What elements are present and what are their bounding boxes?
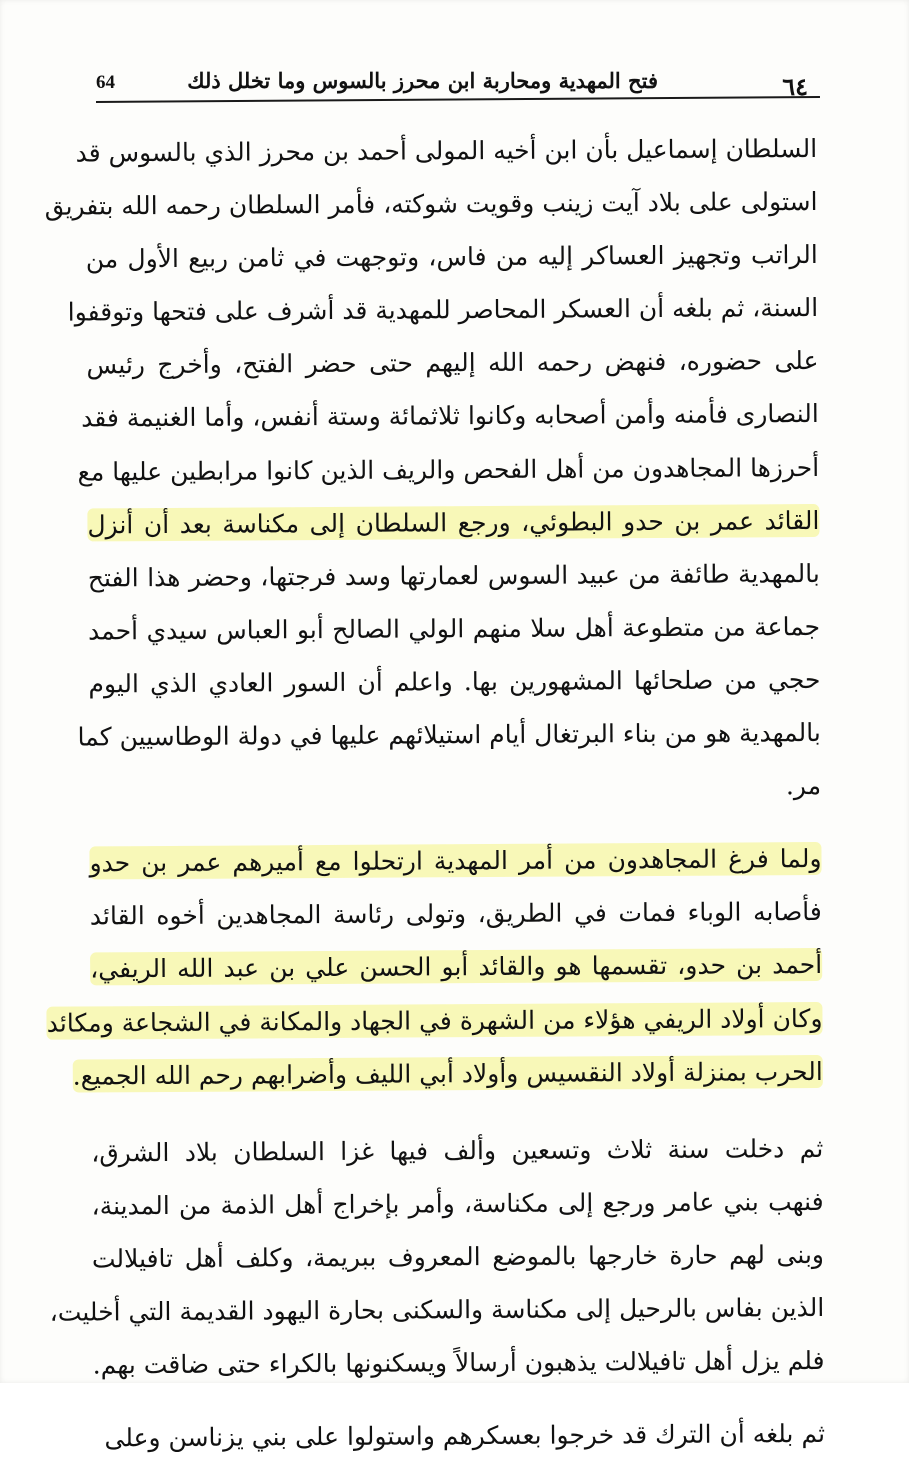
text-line: مر. bbox=[785, 771, 822, 801]
highlight-mark: القائد عمر بن حدو البطوئي، ورجع السلطان إلى مكناسة بعد أن أنزل bbox=[87, 505, 820, 540]
highlight-mark: الحرب بمنزلة أولاد النقسيس وأولاد أبي الليف وأضرابهم رحم الله الجميع. bbox=[72, 1056, 823, 1091]
page-header bbox=[96, 66, 808, 100]
text-line: أحرزها المجاهدون من أهل الفحص والريف الذين كانوا مرابطين عليها مع bbox=[77, 452, 820, 487]
page-number-arabic: ٦٤ bbox=[782, 72, 808, 101]
text-line: جماعة من متطوعة أهل سلا منهم الولي الصالح أبو العباس سيدي أحمد bbox=[88, 611, 821, 646]
highlight-mark: وكان أولاد الريفي هؤلاء من الشهرة في الجهاد والمكانة في الشجاعة ومكائد bbox=[46, 1003, 823, 1038]
text-line: الراتب وتجهيز العساكر إليه من فاس، وتوجهت في ثامن ربيع الأول من bbox=[85, 240, 818, 274]
text-line: فلم يزل أهل تافيلالت يذهبون أرسالاً ويسكنونها بالكراء حتى ضاقت بهم. bbox=[92, 1346, 825, 1380]
text-line-highlighted bbox=[72, 1045, 823, 1103]
text-line: السنة، ثم بلغه أن العسكر المحاصر للمهدية قد أشرف على فتحها وتوقفوا bbox=[67, 293, 819, 327]
text-line-highlighted bbox=[89, 832, 821, 890]
body-text bbox=[44, 122, 826, 1465]
paragraph-4 bbox=[93, 1407, 825, 1465]
page-number-latin: 64 bbox=[96, 72, 115, 93]
paragraph-2 bbox=[46, 832, 823, 1102]
text-line: بالمهدية هو من بناء البرتغال أيام استيلائهم عليها في دولة الوطاسيين كما bbox=[77, 718, 821, 752]
text-line: النصارى فأمنه وأمن أصحابه وكانوا ثلاثمائة وستة أنفس، وأما الغنيمة فقد bbox=[81, 399, 819, 433]
text-line: فأصابه الوباء فمات في الطريق، وتولى رئاسة المجاهدين أخوه القائد bbox=[89, 897, 822, 931]
text-line: بالمهدية طائفة من عبيد السوس لعمارتها وسد فرجتها، وحضر هذا الفتح bbox=[87, 558, 820, 593]
text-line: وبنى لهم حارة خارجها بالموضع المعروف ببريمة، وكلف أهل تافيلالت bbox=[91, 1239, 825, 1274]
text-line: حجي من صلحائها المشهورين بها. واعلم أن السور العادي الذي اليوم bbox=[88, 664, 821, 699]
text-line-highlighted bbox=[46, 991, 823, 1049]
text-line: الذين بفاس بالرحيل إلى مكناسة والسكنى بحارة اليهود القديمة التي أخليت، bbox=[49, 1292, 825, 1327]
text-line: على حضوره، فنهض رحمه الله إليهم حتى حضر الفتح، وأخرج رئيس bbox=[86, 346, 819, 380]
highlight-mark: أحمد بن حدو، تقسمها هو والقائد أبو الحسن علي بن عبد الله الريفي، bbox=[90, 950, 823, 984]
text-line: فنهب بني عامر ورجع إلى مكناسة، وأمر بإخراج أهل الذمة من المدينة، bbox=[91, 1186, 824, 1221]
text-line-highlighted bbox=[87, 494, 819, 552]
text-line: السلطان إسماعيل بأن ابن أخيه المولى أحمد بن محرز الذي بالسوس قد bbox=[75, 133, 818, 168]
running-title: فتح المهدية ومحاربة ابن محرز بالسوس وما تخلل ذلك bbox=[187, 68, 658, 93]
highlight-mark: ولما فرغ المجاهدون من أمر المهدية ارتحلوا مع أميرهم عمر بن حدو bbox=[89, 844, 822, 878]
text-line: ثم دخلت سنة ثلاث وتسعين وألف فيها غزا السلطان بلاد الشرق، bbox=[91, 1133, 824, 1168]
text-line-highlighted bbox=[90, 938, 822, 996]
text-line: استولى على بلاد آيت زينب وقويت شوكته، فأمر السلطان رحمه الله بتفريق bbox=[44, 187, 818, 221]
text-line: ثم بلغه أن الترك قد خرجوا بعسكرهم واستولوا على بني يزناسن وعلى bbox=[104, 1419, 826, 1453]
paragraph-3 bbox=[49, 1122, 825, 1392]
paragraph-1 bbox=[44, 122, 822, 817]
